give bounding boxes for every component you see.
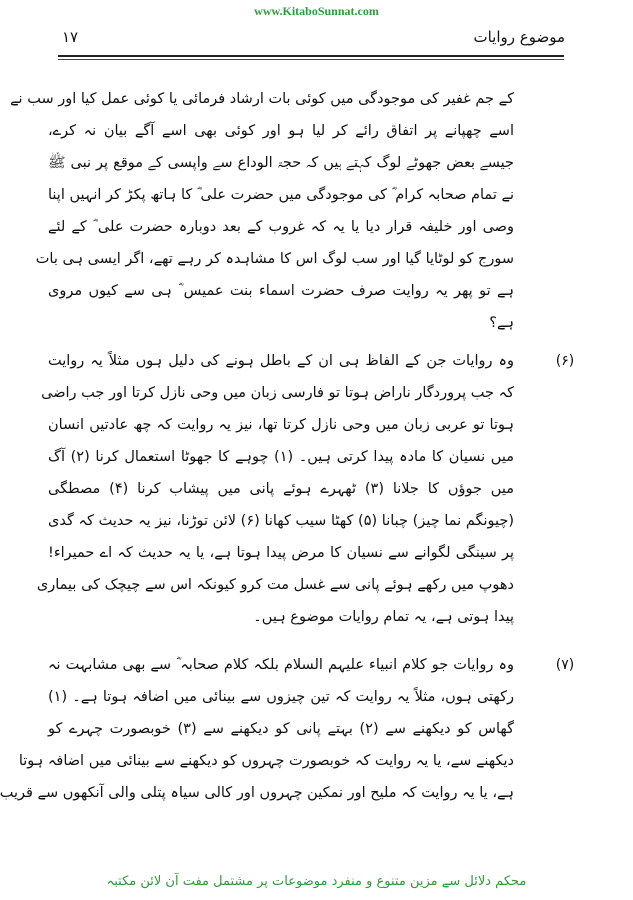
text-line: دھوپ میں رکھے ہوئے پانی سے غسل مت کرو کیونکہ اس سے چیچک کی بیماری (36, 577, 514, 593)
text-line: وصی اور خلیفہ قرار دیا یا یہ کہ غروب کے بعد دوبارہ حضرت علی ؓ کے لئے (48, 219, 514, 235)
footer-watermark: محکم دلائل سے مزین متنوع و منفرد موضوعات پر مشتمل مفت آن لائن مکتبہ (106, 874, 527, 889)
text-line: اسے چھپانے پر اتفاق رائے کر لیا ہو اور کوئی بھی اسے آگے بیان نہ کرے، (48, 123, 514, 139)
text-line: ہے، یا یہ روایت کہ ملیح اور نمکین چہروں اور کالی سیاہ پتلی والی آنکھوں سے قریب (0, 785, 514, 801)
text-line: گھاس کو دیکھنے سے (۲) بہتے پانی کو دیکھنے سے (۳) خوبصورت چہرے کو (48, 721, 514, 737)
text-line: کے جم غفیر کی موجودگی میں کوئی بات ارشاد فرمائی یا کوئی عمل کیا اور سب نے (10, 91, 514, 107)
text-line: میں نسیان کا مادہ پیدا کرتی ہیں۔ (۱) چوہے کا جھوٹا استعمال کرنا (۲) آگ (48, 449, 514, 465)
header-rule (58, 55, 564, 57)
website-watermark: www.KitaboSunnat.com (254, 4, 379, 18)
text-line: میں جوؤں کا جلانا (۳) ٹھہرے ہوئے پانی میں پیشاب کرنا (۴) مصطگی (48, 481, 514, 497)
page-number: ۱۷ (62, 28, 79, 46)
text-line: پر سینگی لگوانے سے نسیان کا مرض پیدا ہوتا ہے، یا یہ حدیث کہ اے حمیراء! (48, 545, 514, 561)
running-title: موضوع روایات (473, 28, 565, 46)
text-line: وہ روایات جو کلام انبیاء علیہم السلام بلکہ کلام صحابہ ؓ سے بھی مشابہت نہ (48, 657, 514, 673)
header-rule-thin (58, 59, 564, 60)
text-line: نے تمام صحابہ کرام ؓ کی موجودگی میں حضرت علی ؓ کا ہاتھ پکڑ کر انہیں اپنا (48, 187, 514, 203)
text-line: (چیونگم نما چیز) چبانا (۵) کھٹا سیب کھانا (۶) لائن توڑنا، نیز یہ حدیث کہ گدی (48, 513, 514, 529)
text-line: ہوتا تو عربی زبان میں وحی نازل کرتا تھا، نیز یہ روایت کہ چھ عادتیں انسان (48, 417, 514, 433)
text-line: پیدا ہوتی ہے، یہ تمام روایات موضوع ہیں۔ (253, 609, 514, 625)
text-line: رکھتی ہوں، مثلاً یہ روایت کہ تین چیزوں سے بینائی میں اضافہ ہوتا ہے۔ (۱) (48, 689, 514, 705)
text-line: ہے؟ (489, 315, 514, 331)
section-number: (۶) (555, 353, 575, 369)
text-line: ہے تو پھر یہ روایت صرف حضرت اسماء بنت عمیس ؓ ہی سے کیوں مروی (48, 283, 514, 299)
text-line: دیکھنے سے، یا یہ روایت کہ خوبصورت چہروں کو دیکھنے سے بینائی میں اضافہ ہوتا (18, 753, 514, 769)
text-line: سورج کو لوٹایا گیا اور سب لوگ اس کا مشاہدہ کر رہے تھے، اگر ایسی ہی بات (35, 251, 514, 267)
text-line: جیسے بعض جھوٹے لوگ کہتے ہیں کہ حجۃ الوداع سے واپسی کے موقع پر نبی ﷺ (48, 155, 514, 171)
section-number: (۷) (555, 657, 575, 673)
text-line: وہ روایات جن کے الفاظ ہی ان کے باطل ہونے کی دلیل ہوں مثلاً یہ روایت (48, 353, 514, 369)
text-line: کہ جب پروردگار ناراض ہوتا تو فارسی زبان میں وحی نازل کرتا اور جب راضی (41, 385, 514, 401)
